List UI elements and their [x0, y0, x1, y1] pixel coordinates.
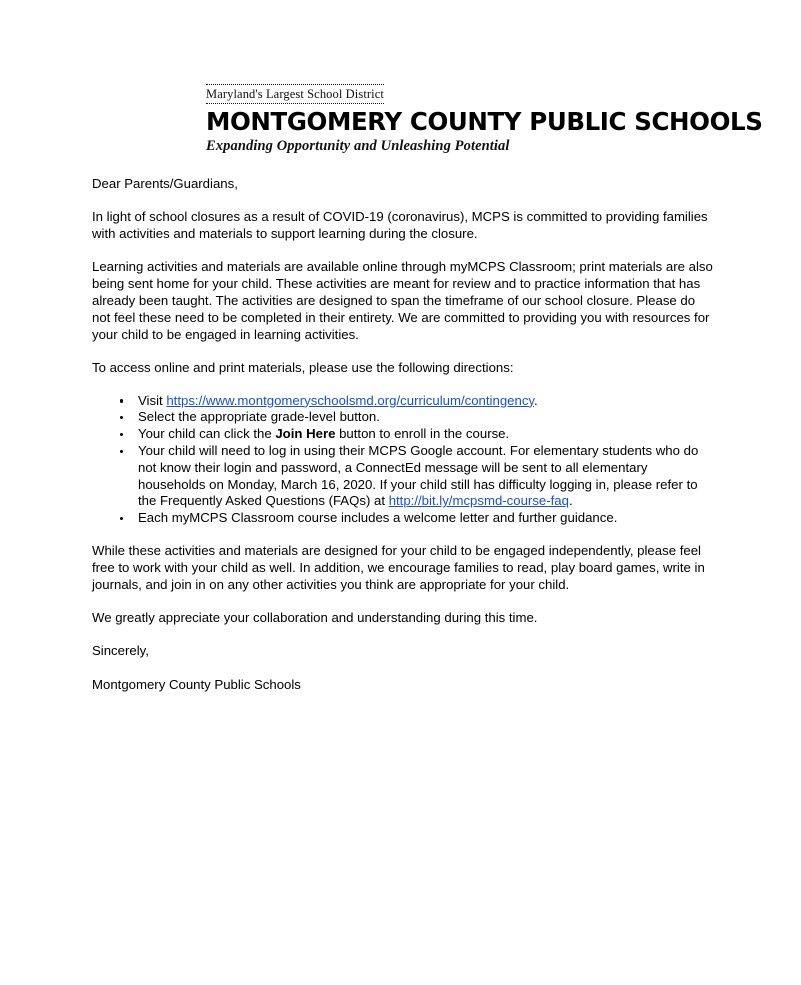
- list-item: [92, 409, 714, 426]
- list-item: [92, 393, 714, 410]
- contingency-link[interactable]: https://www.montgomeryschoolsmd.org/curriculum/contingency: [166, 392, 535, 408]
- signature: Montgomery County Public Schools: [92, 676, 301, 692]
- list-item: [92, 426, 714, 443]
- salutation: Dear Parents/Guardians,: [92, 176, 238, 191]
- join-here-label: Join Here: [275, 426, 336, 442]
- paragraph-4: We greatly appreciate your collaboration and understanding during this time.: [92, 609, 538, 625]
- letterhead-eyebrow: Maryland's Largest School District: [206, 84, 384, 104]
- list-item: [92, 510, 714, 527]
- paragraph-1: In light of school closures as a result of COVID-19 (coronavirus), MCPS is committed to providing families with activities and materials to support learning during the closure.: [92, 209, 708, 242]
- spacer: [92, 527, 714, 543]
- bullet-1-suffix: .: [534, 392, 538, 408]
- bullet-icon: [120, 517, 123, 520]
- letterhead: [206, 84, 763, 155]
- bullet-4-suffix: .: [568, 493, 573, 509]
- closing: Sincerely,: [92, 643, 149, 659]
- bullet-1-prefix: Visit: [138, 392, 167, 408]
- bullet-5-text: Each myMCPS Classroom course includes a welcome letter and further guidance.: [138, 510, 618, 526]
- letterhead-tagline: Expanding Opportunity and Unleashing Potential: [206, 138, 510, 154]
- bullet-3-prefix: Your child can click the: [138, 426, 276, 442]
- directions-intro: To access online and print materials, please use the following directions:: [92, 359, 514, 375]
- bullet-3-suffix: button to enroll in the course.: [335, 426, 510, 442]
- bullet-icon: [120, 433, 123, 436]
- letter-body: [92, 176, 714, 710]
- paragraph-3: While these activities and materials are designed for your child to be engaged independently, please feel free to work with your child as well. In addition, we encourage families to read, play board games, write in journals, and join in on any other activities you think are appropriate for your child.: [92, 543, 705, 592]
- bullet-icon: [120, 399, 123, 402]
- faq-link[interactable]: http://bit.ly/mcpsmd-course-faq: [388, 493, 569, 509]
- bullet-4-text: Your child will need to log in using their MCPS Google account. For elementary students who do not know their login and password, a ConnectEd message will be sent to all elementary households on Monday, March 16, 2020. If your child still has difficulty logging in, please refer to the Frequently Asked Questions (FAQs) at: [138, 443, 699, 509]
- bullet-icon: [120, 416, 123, 419]
- letterhead-title: MONTGOMERY COUNTY PUBLIC SCHOOLS: [206, 107, 763, 136]
- list-item: [92, 443, 714, 510]
- directions-list: [92, 393, 714, 527]
- bullet-2-text: Select the appropriate grade-level button.: [138, 409, 380, 425]
- paragraph-2: Learning activities and materials are available online through myMCPS Classroom; print materials are also being sent home for your child. These activities are meant for review and to practice information that has already been taught. The activities are designed to span the timeframe of our school closure. Please do not feel these need to be completed in their entirety. We are committed to providing you with resources for your child to be engaged in learning activities.: [92, 259, 713, 342]
- bullet-icon: [120, 450, 123, 453]
